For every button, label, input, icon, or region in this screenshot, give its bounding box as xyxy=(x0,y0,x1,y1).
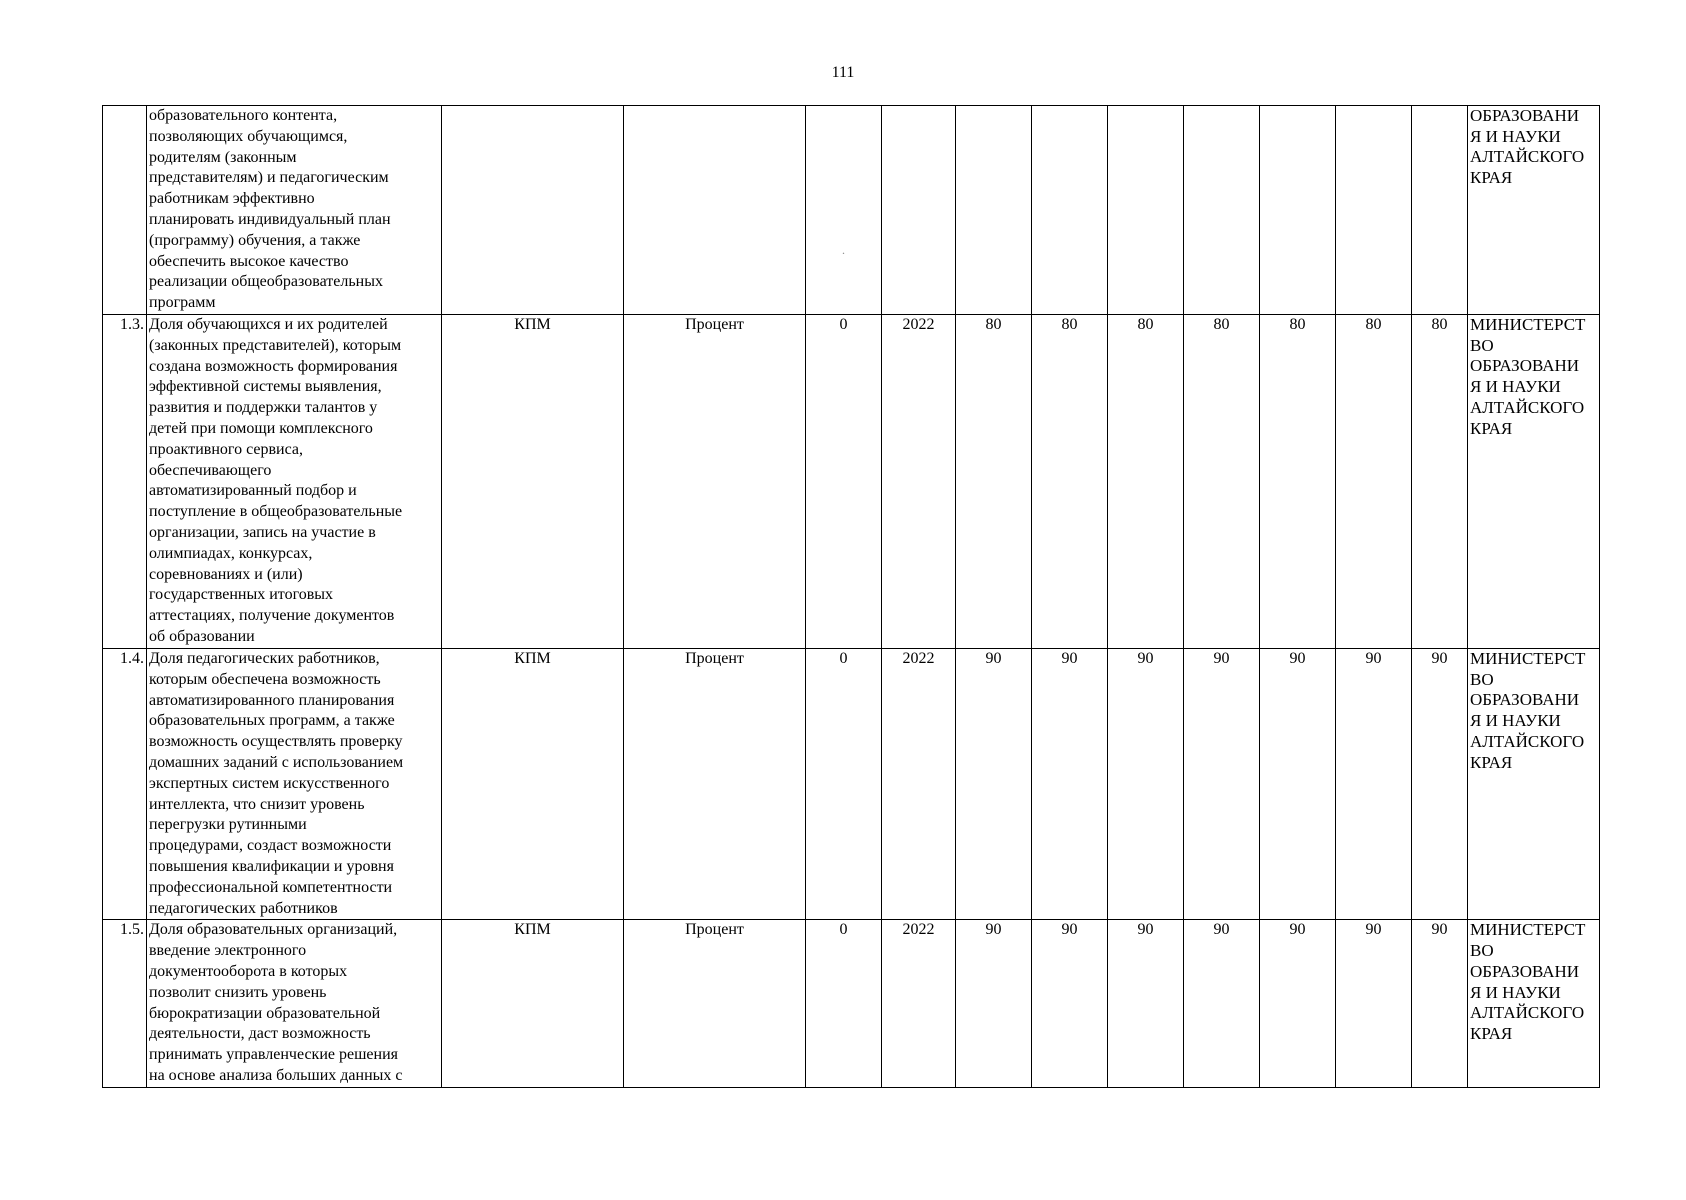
description-line: автоматизированный подбор и xyxy=(149,482,357,500)
description-line: педагогических работников xyxy=(149,899,338,917)
description-line: соревнованиях и (или) xyxy=(149,565,303,583)
description-line: (программу) обучения, а также xyxy=(149,231,361,249)
description-line: экспертных систем искусственного xyxy=(149,774,390,792)
description-line: программ xyxy=(149,294,216,312)
year-value-cell: 90 xyxy=(1336,648,1412,919)
responsible-cell xyxy=(1468,314,1600,648)
responsible-line: КРАЯ xyxy=(1470,418,1513,438)
description-line: работникам эффективно xyxy=(149,190,315,208)
responsible-line: КРАЯ xyxy=(1470,1024,1513,1043)
description-line: введение электронного xyxy=(149,942,307,960)
year-value-cell xyxy=(1184,106,1260,315)
year-value-cell: 90 xyxy=(956,920,1032,1087)
year-value-cell: 90 xyxy=(1260,920,1336,1087)
year-value-cell xyxy=(1336,106,1412,315)
description-line: Доля обучающихся и их родителей xyxy=(149,315,388,333)
base-value-cell: 0 xyxy=(806,648,882,919)
year-value-cell: 80 xyxy=(1108,314,1184,648)
row-number-cell: 1.4. xyxy=(103,648,147,919)
page-number: 111 xyxy=(831,64,855,81)
description-line: обеспечить высокое качество xyxy=(149,252,349,270)
description-line: реализации общеобразовательных xyxy=(149,273,383,291)
year-value-cell: 80 xyxy=(1260,314,1336,648)
table-row xyxy=(103,920,1600,1087)
description-line: создана возможность формирования xyxy=(149,357,398,375)
indicator-description-cell xyxy=(147,920,442,1087)
description-line: обеспечивающего xyxy=(149,461,272,479)
description-line: принимать управленческие решения xyxy=(149,1046,398,1064)
description-line: бюрократизации образовательной xyxy=(149,1004,381,1022)
year-value-cell: 80 xyxy=(956,314,1032,648)
base-value-cell: 0 xyxy=(806,314,882,648)
responsible-line: АЛТАЙСКОГО xyxy=(1470,731,1585,751)
description-line: планировать индивидуальный план xyxy=(149,210,391,228)
description-line: родителям (законным xyxy=(149,148,297,166)
year-value-cell xyxy=(1412,106,1468,315)
responsible-line: ОБРАЗОВАНИ xyxy=(1470,961,1580,981)
year-value-cell xyxy=(1108,106,1184,315)
indicator-description-cell xyxy=(147,648,442,919)
description-line: организации, запись на участие в xyxy=(149,523,376,541)
base-value-cell xyxy=(806,106,882,315)
description-line: автоматизированного планирования xyxy=(149,691,395,709)
responsible-cell xyxy=(1468,106,1600,315)
responsible-line: ВО xyxy=(1470,941,1494,961)
description-line: процедурами, создаст возможности xyxy=(149,837,392,855)
description-line: перегрузки рутинными xyxy=(149,816,307,834)
responsible-line: КРАЯ xyxy=(1470,168,1513,188)
year-value-cell: 90 xyxy=(956,648,1032,919)
year-value-cell: 90 xyxy=(1260,648,1336,919)
indicator-description-cell xyxy=(147,314,442,648)
description-line: поступление в общеобразовательные xyxy=(149,503,403,521)
level-cell xyxy=(442,106,624,315)
description-line: (законных представителей), которым xyxy=(149,336,402,354)
table-row xyxy=(103,648,1600,919)
responsible-line: АЛТАЙСКОГО xyxy=(1470,1003,1585,1023)
indicators-table xyxy=(102,105,1600,1088)
description-line: олимпиадах, конкурсах, xyxy=(149,544,313,562)
description-line: Доля педагогических работников, xyxy=(149,649,380,667)
responsible-line: ОБРАЗОВАНИ xyxy=(1470,356,1580,376)
responsible-line: ВО xyxy=(1470,335,1494,355)
year-value-cell: 90 xyxy=(1032,648,1108,919)
responsible-line: МИНИСТЕРСТ xyxy=(1470,314,1586,334)
description-line: образовательных программ, а также xyxy=(149,712,395,730)
responsible-line: АЛТАЙСКОГО xyxy=(1470,147,1585,167)
base-value-cell: 0 xyxy=(806,920,882,1087)
description-line: образовательного контента, xyxy=(149,107,338,124)
responsible-line: ОБРАЗОВАНИ xyxy=(1470,106,1580,125)
year-value-cell: 80 xyxy=(1032,314,1108,648)
base-year-cell xyxy=(882,106,956,315)
description-line: представителям) и педагогическим xyxy=(149,169,389,187)
description-line: развития и поддержки талантов у xyxy=(149,399,378,417)
description-line: повышения квалификации и уровня xyxy=(149,857,394,875)
responsible-line: ВО xyxy=(1470,669,1494,689)
responsible-line: МИНИСТЕРСТ xyxy=(1470,920,1586,940)
unit-cell: Процент xyxy=(624,314,806,648)
row-number-cell: 1.5. xyxy=(103,920,147,1087)
level-cell: КПМ xyxy=(442,648,624,919)
description-line: которым обеспечена возможность xyxy=(149,670,381,688)
responsible-line: Я И НАУКИ xyxy=(1470,126,1561,146)
description-line: позволит снизить уровень xyxy=(149,983,327,1001)
responsible-line: Я И НАУКИ xyxy=(1470,982,1561,1002)
description-line: возможность осуществлять проверку xyxy=(149,733,403,751)
row-number-cell xyxy=(103,106,147,315)
table-row xyxy=(103,314,1600,648)
description-line: детей при помощи комплексного xyxy=(149,419,373,437)
year-value-cell: 90 xyxy=(1184,648,1260,919)
year-value-cell: 80 xyxy=(1184,314,1260,648)
base-year-cell: 2022 xyxy=(882,920,956,1087)
responsible-line: Я И НАУКИ xyxy=(1470,711,1561,731)
description-line: домашних заданий с использованием xyxy=(149,753,404,771)
description-line: на основе анализа больших данных с xyxy=(149,1066,403,1084)
year-value-cell: 90 xyxy=(1032,920,1108,1087)
responsible-cell xyxy=(1468,648,1600,919)
description-line: Доля образовательных организаций, xyxy=(149,921,398,939)
scan-dot: · xyxy=(841,246,846,260)
responsible-line: Я И НАУКИ xyxy=(1470,377,1561,397)
description-line: документооборота в которых xyxy=(149,962,348,980)
responsible-cell xyxy=(1468,920,1600,1087)
base-year-cell: 2022 xyxy=(882,314,956,648)
base-year-cell: 2022 xyxy=(882,648,956,919)
unit-cell: Процент xyxy=(624,920,806,1087)
level-cell: КПМ xyxy=(442,920,624,1087)
description-line: проактивного сервиса, xyxy=(149,440,303,458)
description-line: позволяющих обучающимся, xyxy=(149,127,348,145)
year-value-cell xyxy=(1032,106,1108,315)
year-value-cell: 80 xyxy=(1336,314,1412,648)
year-value-cell: 90 xyxy=(1412,920,1468,1087)
year-value-cell: 90 xyxy=(1108,920,1184,1087)
description-line: эффективной системы выявления, xyxy=(149,378,382,396)
table-row xyxy=(103,106,1600,315)
responsible-line: АЛТАЙСКОГО xyxy=(1470,397,1585,417)
description-line: об образовании xyxy=(149,627,255,645)
year-value-cell: 90 xyxy=(1184,920,1260,1087)
indicator-description-cell xyxy=(147,106,442,315)
responsible-line: ОБРАЗОВАНИ xyxy=(1470,690,1580,710)
year-value-cell: 90 xyxy=(1336,920,1412,1087)
unit-cell: Процент xyxy=(624,648,806,919)
year-value-cell: 90 xyxy=(1412,648,1468,919)
year-value-cell xyxy=(956,106,1032,315)
row-number-cell: 1.3. xyxy=(103,314,147,648)
unit-cell xyxy=(624,106,806,315)
year-value-cell: 80 xyxy=(1412,314,1468,648)
responsible-line: КРАЯ xyxy=(1470,752,1513,772)
responsible-line: МИНИСТЕРСТ xyxy=(1470,648,1586,668)
description-line: деятельности, даст возможность xyxy=(149,1025,371,1043)
year-value-cell: 90 xyxy=(1108,648,1184,919)
level-cell: КПМ xyxy=(442,314,624,648)
description-line: интеллекта, что снизит уровень xyxy=(149,795,365,813)
description-line: государственных итоговых xyxy=(149,586,334,604)
description-line: профессиональной компетентности xyxy=(149,878,393,896)
year-value-cell xyxy=(1260,106,1336,315)
description-line: аттестациях, получение документов xyxy=(149,607,395,625)
